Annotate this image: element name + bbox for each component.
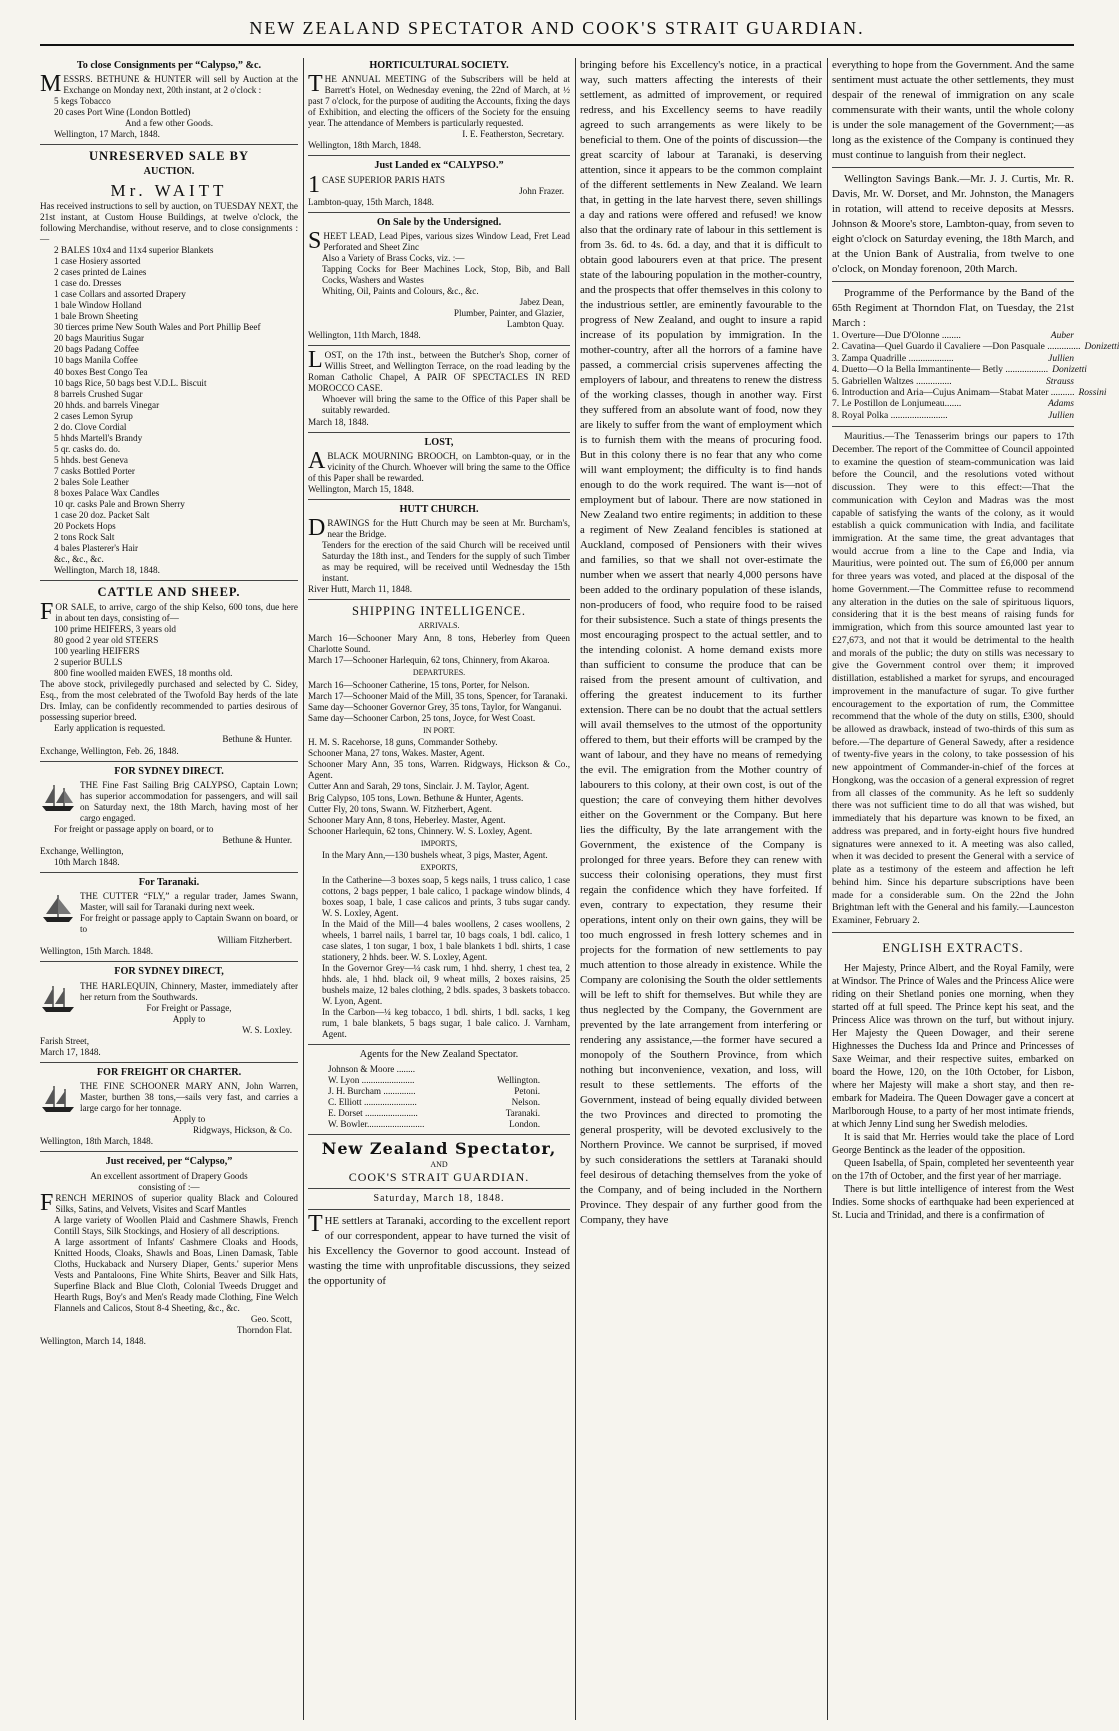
list-item: Cutter Ann and Sarah, 29 tons, Sinclair. J. M. Taylor, Agent.: [308, 781, 530, 792]
programme-piece: 4. Duetto—O la Bella Immantinente— Betly ..................: [832, 365, 1049, 376]
agent-row: [308, 1097, 570, 1108]
list-item: 2 cases printed de Laines: [54, 267, 147, 278]
ad-signature: W. S. Loxley.: [242, 1024, 292, 1035]
list-item: In the Governor Grey—¼ cask rum, 1 hhd. sherry, 1 chest tea, 2 hhds. ale, 1 hhd. black oil, 9 wheat mills, 2 boxes raisins, 25 bushels maize, 12 bales clothing, 2 bdls. spades, 3 baskets tobacco. W. Lyon, Agent.: [322, 963, 570, 1007]
list-item: 800 fine woolled maiden EWES, 18 months old.: [54, 668, 233, 679]
ad-date: Wellington, 11th March, 1848.: [308, 330, 421, 341]
exports-list: [308, 875, 570, 1040]
ad-heading: UNRESERVED SALE BY: [89, 149, 249, 164]
shipping-intelligence: [308, 604, 570, 1045]
ad-date: Wellington, 18th March, 1848.: [308, 140, 422, 151]
ad-heading: For Taranaki.: [138, 877, 200, 889]
ad-body: THE HARLEQUIN, Chinnery, Master, immediately after her return from the Southwards.: [80, 980, 298, 1002]
ad-signature: Plumber, Painter, and Glazier,: [453, 308, 564, 319]
ad-heading: LOST,: [424, 436, 454, 448]
programme-composer: Strauss: [1046, 376, 1074, 387]
list-item: 10 bags Rice, 50 bags best V.D.L. Biscuit: [54, 377, 207, 388]
ad-sydney-harlequin: [40, 966, 298, 1062]
column-1: [40, 58, 298, 1722]
ad-note: Early application is requested.: [54, 723, 166, 734]
programme-composer: Adams: [1048, 399, 1074, 410]
ad-item: 5 kegs Tobacco: [54, 96, 111, 107]
ad-lost-spectacles: [308, 347, 570, 432]
english-extract: Queen Isabella, of Spain, completed her seventeenth year on the 17th of October, and the first year of her marriage.: [832, 1157, 1074, 1182]
ad-signature: Thorndon Flat.: [236, 1325, 292, 1335]
english-extract: It is said that Mr. Herries would take the place of Lord George Bentinck as the leader of the opposition.: [832, 1131, 1074, 1156]
agent-place: London.: [509, 1118, 540, 1129]
section-heading: SHIPPING INTELLIGENCE.: [351, 604, 527, 619]
list-item: Schooner Mary Ann, 8 tons, Heberley. Master, Agent.: [308, 814, 506, 825]
section-heading: ENGLISH EXTRACTS.: [882, 940, 1024, 955]
subsection-heading: ARRIVALS.: [418, 621, 460, 631]
list-item: 5 hhds Martell's Brandy: [54, 432, 143, 443]
ad-date: Exchange, Wellington, Feb. 26, 1848.: [40, 745, 179, 756]
ad-item: 20 cases Port Wine (London Bottled): [54, 107, 191, 118]
agent-place: Nelson.: [511, 1096, 540, 1107]
auctioneer-name: Mr. WAITT: [110, 180, 228, 200]
agent-place: Petoni.: [514, 1085, 540, 1096]
agents-list: [308, 1049, 570, 1134]
ad-body: Whiting, Oil, Paints and Colours, &c., &c.: [322, 286, 479, 297]
ad-heading: To close Consignments per “Calypso,” &c.: [76, 60, 262, 71]
programme-piece: 3. Zampa Quadrille ...................: [832, 353, 954, 364]
list-item: Brig Calypso, 105 tons, Lown. Bethune & Hunter, Agents.: [308, 792, 524, 803]
ad-signature: Ridgways, Hickson, & Co.: [192, 1125, 292, 1136]
editorial-text: bringing before his Excellency's notice, in a practical way, such matters affecting the interests of their settlement, as admitted of improvement, or required redress, and his Excellency seems to have readily agreed to such arrangements as were likely to be beneficial to them. One of the points of discussion—the great scarcity of labour at Taranaki, is deserving attention, since it appears to be the common complaint of the different settlements in New Zealand. We learn that, in getting in the late harvest there, seven shillings a day and rations were offered and refused! we know also that the ordinary rate of labour in this settlement is from 3s. 6d. to 4s. 6d. a day, and that it is difficult to obtain good labourers even at that price. The present state of the labouring population in the mother-country, and the prospects that offer themselves in this colony to the industrious settler, are eminently favourable to the progress of New Zealand, and ought to insure a rapid increase of its population by immigration. In the mother-country, after all the horrors of a famine have passed, a commercial crisis supervenes affecting the employers of labour, and threatens to renew the distress of the working classes, though in another way. First they suffered from an absolute want of food, now they are likely to suffer from the want of employment which is to furnish them with the means of procuring food. But in this colony there is no fear that any who come will want employment; the difficulty is to find hands enough to do the work required. The want is—not of employment but of labour. There are now stationed in New Zealand two entire regiments; in addition to these a regiment of New Zealand fencibles is stationed at Auckland, composed of Pensioners with their wives and families, so that we shall not over-estimate the number when we assert that nearly 4,000 persons have been added to the ordinary population of these islands, non-producers of food, who require food to be raised for their subsistence. Such a state of things presents the most encouraging prospect to the actual settler, and to the intending colonist. A home demand exists more than sufficient to consume the produce that can be raised from the present amount of cultivation, and offering the greatest inducement to its further extension. There can be no doubt that the actual settlers will avail themselves to the utmost of the opportunity offered to them, but their efforts will be cramped by the want of labour, and they have no means of remedying the evil. The emigration from the Mother country of labourers to this colony, at their own cost, is out of the question; the care of conveying them hither devolves either on the Government or the Company. But here lies the difficulty, By the late arrangement with the Government, the existence of the Company is prolonged for three years. Before they can renew with success their colonising operations, they must first regain the confidence which they have forfeited. If even, contrary to expectation, they resume their operations, intent only on their own gains, they will be too much engrossed in fresh lottery schemes and in projects for the formation of new settlements to pay much attention to those already in existence. While the Company are colonising the South the older settlements will be left to shift for themselves. But while they are thus neglected by the Company, the Government are prevented by the late arrangement from interfering or rendering any assistance,—the former have secured a monopoly of the Southern Province, from which nothing but inconvenience, vexation, and loss, will result to these settlements. The efforts of the Government, instead of being equally divided between the two Provinces and directed to promoting the general prosperity, will be devoted exclusively to the Northern Province. We cannot be surprised, if moved by such considerations the settlers at Taranaki should feel desirous of detaching themselves from the yoke of the Company, and of being included in the Northern Province. They despair of any further good from the Company, they have: [580, 59, 822, 1226]
programme-item: [832, 331, 1074, 342]
departures-list: [308, 680, 570, 724]
programme-composer: Jullien: [1048, 410, 1074, 421]
subsection-heading: EXPORTS,: [420, 863, 458, 873]
ad-body: The above stock, privilegedly purchased and selected by C. Sidey, Esq., from the most celebrated of the Twofold Bay herds of the late Drs. Imlay, can be confidently recommended to parties desirous of possessing superior breed.: [40, 679, 298, 723]
ad-date: March 17, 1848.: [40, 1046, 101, 1057]
list-item: Wellington, March 18, 1848.: [54, 565, 160, 576]
agent-row: [308, 1086, 570, 1097]
list-item: 2 BALES 10x4 and 11x4 superior Blankets: [54, 245, 214, 256]
programme-piece: 5. Gabriellen Waltzes ...............: [832, 376, 952, 387]
list-item: March 16—Schooner Mary Ann, 8 tons, Heberley from Queen Charlotte Sound.: [308, 632, 570, 654]
agent-name: Johnson & Moore ........: [328, 1063, 416, 1074]
programme-item: [832, 399, 1074, 410]
subsection-heading: IN PORT.: [423, 725, 455, 735]
list-item: 1 bale Window Holland: [54, 300, 142, 311]
programme-intro: Programme of the Performance by the Band of the 65th Regiment at Thorndon Flat, on Tuesday, the 21st March :: [832, 287, 1074, 329]
ad-horticultural: [308, 60, 570, 156]
ad-heading: HUTT CHURCH.: [399, 503, 479, 515]
ad-taranaki-fly: [40, 877, 298, 962]
ad-sydney-calypso: [40, 766, 298, 873]
ad-heading: FOR FREIGHT OR CHARTER.: [96, 1066, 242, 1078]
ad-heading: CATTLE AND SHEEP.: [97, 585, 241, 600]
arrivals-list: [308, 633, 570, 666]
divider: [308, 1188, 570, 1189]
ad-body: ABLACK MOURNING BROOCH, on Lambton-quay, or in the vicinity of the Church. Whoever will bring the same to the Office of this Paper shall be rewarded.: [308, 447, 570, 483]
ad-signature: Geo. Scott,: [250, 1313, 292, 1324]
list-item: In the Catherine—3 boxes soap, 5 kegs nails, 1 truss calico, 1 case cottons, 2 bags pepper, 1 bale calico, 1 package window blinds, 4 boxes soap, 1 bale, 1 case calicos and prints, 3 tubs sugar candy. W. S. Loxley, Agent.: [322, 874, 570, 918]
agent-place: Taranaki.: [505, 1107, 540, 1118]
ad-signature: Bethune & Hunter.: [222, 834, 292, 845]
paper-title: New Zealand Spectator,: [321, 1138, 557, 1158]
programme-piece: 6. Introduction and Aria—Cujus Animam—Stabat Mater ..........: [832, 387, 1075, 398]
programme-composer: Donizetti: [1084, 342, 1119, 353]
ad-item: And a few other Goods.: [124, 118, 214, 129]
editorial-text: THE settlers at Taranaki, according to the excellent report of our correspondent, appear to have turned the visit of his Excellency the Governor to good account. Instead of wasting the time with unprofitable discussions, they seized the opportunity of: [308, 1210, 570, 1287]
programme-item: [832, 354, 1074, 365]
programme-piece: 7. Le Postillon de Lonjumeau.......: [832, 399, 962, 410]
list-item: 2 tons Rock Salt: [54, 531, 115, 542]
list-item: 20 bags Mauritius Sugar: [54, 333, 145, 344]
ad-date: Lambton-quay, 15th March, 1848.: [308, 196, 434, 207]
agent-row: [308, 1064, 570, 1075]
programme-composer: Jullien: [1048, 353, 1074, 364]
ad-calypso-consignments: [40, 60, 298, 145]
divider: [832, 932, 1074, 933]
agent-row: [308, 1108, 570, 1119]
column-2: [308, 58, 570, 1722]
subsection-heading: IMPORTS,: [420, 838, 458, 848]
masthead-rule: [40, 44, 1074, 46]
ad-paris-hats: [308, 160, 570, 212]
ad-body: MESSRS. BETHUNE & HUNTER will sell by Auction at the Exchange on Monday next, 20th instant, at 2 o'clock :: [40, 71, 298, 98]
agent-name: E. Dorset .......................: [328, 1107, 418, 1118]
imports-entry: In the Mary Ann,—130 bushels wheat, 3 pigs, Master, Agent.: [322, 850, 548, 861]
programme-item: [832, 342, 1119, 353]
ad-date: Wellington, March 14, 1848.: [40, 1336, 146, 1347]
programme-composer: Donizetti: [1052, 365, 1087, 376]
list-item: 2 superior BULLS: [54, 657, 123, 668]
ad-heading: Just received, per “Calypso,”: [105, 1156, 233, 1168]
list-item: 20 hhds. and barrels Vinegar: [54, 399, 160, 410]
list-item: 10 bags Manila Coffee: [54, 355, 138, 366]
ad-signature: John Frazer.: [519, 185, 564, 196]
agent-place: Wellington.: [497, 1074, 540, 1085]
divider: [308, 1209, 570, 1210]
ad-body: A large variety of Woollen Plaid and Cashmere Shawls, French Contill Stays, Silk Stockings, and Hosiery of all descriptions.: [54, 1214, 298, 1236]
agent-name: W. Lyon .......................: [328, 1074, 415, 1085]
ad-heading: HORTICULTURAL SOCIETY.: [369, 60, 509, 71]
ad-body: FRENCH MERINOS of superior quality Black and Coloured Silks, Satins, and Velvets, Visites and Scarf Mantles: [40, 1189, 298, 1216]
ad-signature: Lambton Quay.: [506, 319, 564, 330]
list-item: 1 case Hosiery assorted: [54, 256, 141, 267]
ad-body: 1CASE SUPERIOR PARIS HATS: [308, 171, 445, 198]
savings-bank-notice: Wellington Savings Bank.—Mr. J. J. Curtis, Mr. R. Davis, Mr. W. Dorset, and Mr. Johnston, the Managers in rotation, will attend to receive deposits at Messrs. Johnson & Moore's store, Lambton-quay, from seven to eight o'clock on Saturday evening, the 18th March, and at the Union Bank of Australia, from twelve to one o'clock, on Monday forenoon, 20th March.: [832, 173, 1074, 275]
ad-body: For freight or passage apply on board, or to: [54, 823, 214, 834]
list-item: Same day—Schooner Carbon, 25 tons, Joyce, for West Coast.: [308, 712, 536, 723]
ad-body: Whoever will bring the same to the Office of this Paper shall be suitably rewarded.: [322, 394, 570, 416]
ship-icon: [40, 782, 76, 814]
list-item: 100 yearling HEIFERS: [54, 646, 140, 657]
list-item: 80 good 2 year old STEERS: [54, 635, 159, 646]
list-item: March 16—Schooner Catherine, 15 tons, Porter, for Nelson.: [308, 679, 530, 690]
ad-subheading: consisting of :—: [138, 1181, 200, 1192]
in-port-list: [308, 737, 570, 836]
list-item: March 17—Schooner Harlequin, 62 tons, Chinnery, from Akaroa.: [308, 655, 550, 666]
list-item: 4 bales Plasterer's Hair: [54, 543, 139, 554]
ad-body: Also a Variety of Brass Cocks, viz. :—: [322, 253, 465, 264]
divider: [832, 426, 1074, 427]
section-heading: Agents for the New Zealand Spectator.: [359, 1049, 519, 1061]
list-item: 2 cases Lemon Syrup: [54, 410, 133, 421]
ad-subheading: AUCTION.: [143, 166, 195, 178]
list-item: 5 qr. casks do. do.: [54, 443, 121, 454]
ad-body: A large assortment of Infants' Cashmere Cloaks and Hoods, Knitted Hoods, Cloaks, Shawls and Boas, Linen Damask, Table Cloths, Huckaback and Nursery Diaper, Gents.' superior Mens Vests and Pantaloons, Fine White Shirts, Beaver and Silk Hats, Superfine Black and Blue Cloth, Colonial Tweeds Drugget and Hearth Rugs, Boy's and Men's Ready made Clothing, Fine Welch Flannels and Calicos, Stout 8-4 Sheeting, &c., &c.: [54, 1236, 298, 1313]
column-3: [580, 58, 822, 1722]
paper-title-and: AND: [430, 1159, 448, 1169]
list-item: Same day—Schooner Governor Grey, 35 tons, Taylor, for Wanganui.: [308, 701, 562, 712]
ad-date: Wellington, 17 March, 1848.: [54, 129, 160, 140]
ad-lost-brooch: [308, 437, 570, 500]
programme-item: [832, 377, 1074, 388]
ad-freight-charter: [40, 1067, 298, 1152]
agents-table: [308, 1064, 570, 1130]
list-item: 20 Pockets Hops: [54, 520, 116, 531]
ad-body: FOR SALE, to arrive, cargo of the ship Kelso, 600 tons, due here in about ten days, consisting of—: [40, 599, 298, 626]
list-item: 2 do. Clove Cordial: [54, 421, 127, 432]
list-item: &c., &c., &c.: [54, 554, 104, 565]
ad-date: Wellington, 15th March. 1848.: [40, 946, 154, 957]
english-extract: There is but little intelligence of interest from the West Indies. Some shocks of earthquake had been experienced at St. Lucia and Trinidad, and there is a confirmation of: [832, 1183, 1074, 1221]
agent-row: [308, 1119, 570, 1130]
list-item: 1 case 20 doz. Packet Salt: [54, 509, 150, 520]
column-4: [832, 58, 1119, 1722]
ad-date: Farish Street,: [40, 1035, 89, 1046]
list-item: 8 barrels Crushed Sugar: [54, 388, 143, 399]
agent-name: C. Elliott .......................: [328, 1096, 417, 1107]
list-item: 1 case do. Dresses: [54, 278, 122, 289]
ad-body: For freight or passage apply to Captain Swann on board, or to: [80, 913, 298, 935]
masthead: NEW ZEALAND SPECTATOR AND COOK'S STRAIT GUARDIAN.: [249, 18, 865, 38]
list-item: 8 boxes Palace Wax Candles: [54, 487, 160, 498]
list-item: 20 bags Padang Coffee: [54, 344, 139, 355]
programme-item: [832, 387, 1107, 399]
ad-body: Tapping Cocks for Beer Machines Lock, Stop, Bib, and Ball Cocks, Washers and Wastes: [322, 264, 570, 286]
programme-piece: 8. Royal Polka ........................: [832, 410, 948, 421]
ad-cattle-sheep: [40, 585, 298, 761]
list-item: Schooner Harlequin, 62 tons, Chinnery. W. S. Loxley, Agent.: [308, 825, 533, 836]
ad-body: DRAWINGS for the Hutt Church may be seen at Mr. Burcham's, near the Bridge.: [308, 515, 570, 542]
list-item: 30 tierces prime New South Wales and Port Phillip Beef: [54, 322, 261, 333]
ad-signature: Jabez Dean,: [519, 297, 564, 308]
band-programme: [832, 331, 1119, 422]
english-extract: Her Majesty, Prince Albert, and the Royal Family, were at Windsor. The Prince of Wales and the Princess Alice were riding on their Shetland ponies one morning, when they started off at full speed. The Prince kept his seat, and the Princess Alice was thrown on the turf, but without injury. Her Majesty the Queen Dowager, and their serene Highnesses the Duchess Ida and Prince and Princesses of Saxe Weimar, and their respective suites, embarked on board the Howe, 120, on the 10th October, for Lisbon, where her Majesty will make a short stay, and then re-embark for Madeira. The Queen Dowager gave a concert at Marlborough House, to a party of her most intimate friends, at which Jenny Lind sung her Swedish melodies.: [832, 962, 1074, 1130]
column-rule: [827, 58, 828, 1720]
ad-body: THE CUTTER “FLY,” a regular trader, James Swann, Master, will sail for Taranaki during next week.: [80, 891, 298, 913]
ad-body: Apply to: [172, 1013, 206, 1024]
ad-signature: William Fitzherbert.: [217, 935, 292, 946]
divider: [832, 167, 1074, 168]
ad-heading: On Sale by the Undersigned.: [376, 216, 502, 228]
ad-body: THE FINE SCHOONER MARY ANN, John Warren, Master, burthen 38 tons,—sails very fast, and carries a large cargo for her tonnage.: [80, 1081, 298, 1114]
mauritius-notice: Mauritius.—The Tenasserim brings our papers to 17th December. The report of the Committee of Council appointed to examine the question of steam-communication was laid before the Council, and the resolutions voted without discussion. They were to this effect:—That the communication with Ceylon and Madras was the most capable of satisfying the wants of the colony, as it would establish a quick communication with India, and facilitate immigration. At the same time, the great advantages that would accrue from a line to the Cape and India, via Mauritius, were pointed out. The sum of £6,000 per annum for three years was voted, and placed at the disposal of the home Government.—The Committee refuse to recommend any alteration in the duties on the sale of spirituous liquors, considering that it is the best means of raising funds for immigration, which from this source amounted last year to £27,673, and not that it would be detrimental to the health and morals of the public; the duty on stills was necessary to give the Government control over them; it improved distillation, established a market for syrups, and encouraged improvement in the manufacture of sugar. To give further encouragement to the exportation of rum, the Committee recommend that the whole of the duty on stills, £300, should be allowed as drawback, instead of two-thirds of this sum as before.—The departure of General Sawedy, after a residence of twenty-five years in the colony, to take possession of his new appointment of Commander-in-chief of the forces at Hongkong, was the occasion of a general expression of regret from all classes of the community. As he left so suddenly there was not sufficient time to do all that was wished, but immediately that his departure was known to be fixed, an address was prepared, and in forty-eight hours five hundred signatures were annexed to it. A meeting was also called, when it was decided to present the General with a service of plate as a testimony of the esteem and affection he left behind him. Since his departure subscriptions have been made for a considerable sum. On the 22nd the John Brightman left with the General and his family.—Launceston Examiner, February 2.: [832, 431, 1074, 927]
programme-piece: 2. Cavatina—Quel Guardo il Cavaliere —Don Pasquale ..............: [832, 342, 1081, 353]
issue-date: Saturday, March 18, 1848.: [373, 1192, 505, 1204]
list-item: H. M. S. Racehorse, 18 guns, Commander Sotheby.: [308, 737, 498, 748]
list-item: In the Carbon—¼ keg tobacco, 1 bdl. shirts, 1 bdl. sacks, 1 keg rum, 1 bale blankets, 5 bags sugar, 1 bale calico. J. Varnham, Agent.: [322, 1007, 570, 1040]
newspaper-title-block: [308, 1139, 570, 1289]
divider: [832, 281, 1074, 282]
ad-date: River Hutt, March 11, 1848.: [308, 584, 413, 595]
list-item: 2 bales Sole Leather: [54, 476, 129, 487]
programme-piece: 1. Overture—Due D'Olonne ........: [832, 331, 961, 341]
ad-drapery: [40, 1156, 298, 1351]
agent-row: [308, 1075, 570, 1086]
ad-unreserved-sale: [40, 149, 298, 581]
ad-heading: FOR SYDNEY DIRECT.: [114, 765, 224, 777]
programme-item: [832, 411, 1074, 422]
ad-signature: Bethune & Hunter.: [222, 734, 292, 745]
stock-list: [40, 624, 298, 679]
programme-composer: Auber: [1050, 331, 1074, 341]
ad-date: March 18, 1848.: [308, 416, 369, 427]
list-item: 40 boxes Best Congo Tea: [54, 366, 148, 377]
ad-body: SHEET LEAD, Lead Pipes, various sizes Window Lead, Fret Lead Perforated and Sheet Zinc: [308, 228, 570, 255]
programme-composer: Rossini: [1078, 387, 1107, 398]
list-item: Schooner Mana, 27 tons, Wakes. Master, Agent.: [308, 748, 485, 759]
list-item: 10 qr. casks Pale and Brown Sherry: [54, 498, 185, 509]
list-item: 7 casks Bottled Porter: [54, 465, 135, 476]
ship-icon: [40, 893, 76, 925]
paper-subtitle: COOK'S STRAIT GUARDIAN.: [348, 1169, 530, 1184]
ad-body: THE Fine Fast Sailing Brig CALYPSO, Captain Lown; has superior accommodation for passengers, and will sail on Saturday next, the 18th March, having most of her cargo engaged.: [80, 779, 298, 823]
ad-hutt-church: [308, 504, 570, 600]
ad-date: 10th March 1848.: [54, 857, 120, 867]
ad-subheading: An excellent assortment of Drapery Goods: [90, 1170, 248, 1181]
list-item: 1 case Collars and assorted Drapery: [54, 289, 186, 300]
ad-date: Wellington, March 15, 1848.: [308, 483, 414, 494]
ad-body: LOST, on the 17th inst., between the Butcher's Shop, corner of Willis Street, and Wellington Terrace, on the road leading by the Roman Catholic Chapel, A PAIR OF SPECTACLES IN RED MOROCCO CASE.: [308, 347, 570, 394]
ad-body: THE ANNUAL MEETING of the Subscribers will be held at Barrett's Hotel, on Wednesday evening, the 22nd of March, at ½ past 7 o'clock, for the purpose of auditing the Accounts, fixing the days of Exhibition, and electing the officers of the Society for the ensuing year. The attendance of Members is particularly requested.: [308, 71, 570, 129]
ship-icon: [40, 1083, 76, 1115]
agent-name: J. H. Burcham ..............: [328, 1085, 416, 1096]
programme-item: [832, 365, 1087, 376]
ad-heading: FOR SYDNEY DIRECT,: [114, 966, 224, 978]
ad-body: Has received instructions to sell by auction, on TUESDAY NEXT, the 21st instant, at Custom House Buildings, at twelve o'clock, the following Merchandise, without reserve, and to close consignments :—: [40, 201, 298, 245]
ship-icon: [40, 983, 76, 1015]
list-item: 1 bale Brown Sheeting: [54, 311, 138, 322]
ad-date: Wellington, 18th March, 1848.: [40, 1136, 154, 1147]
ad-sheet-lead: [308, 217, 570, 347]
list-item: Cutter Fly, 20 tons, Swann. W. Fitzherbert, Agent.: [308, 803, 492, 814]
ad-body: For Freight or Passage,: [146, 1002, 232, 1013]
ad-heading: Just Landed ex “CALYPSO.”: [374, 160, 504, 172]
merchandise-list: [40, 245, 298, 576]
ad-signature: I. E. Featherston, Secretary.: [462, 129, 564, 140]
column-rule: [303, 58, 304, 1720]
editorial-text: everything to hope from the Government. And the same sentiment must actuate the other settlements, they must despair of the renewal of immigration on any scale commensurate with their wants, until the whole colony is under the sole management of the Government;—as long as the existence of the Company is continued they must continue to languish from their neglect.: [832, 59, 1074, 161]
list-item: 100 prime HEIFERS, 3 years old: [54, 624, 176, 635]
ad-body: Tenders for the erection of the said Church will be received until Saturday the 18th inst., and Tenders for the supply of such Timber as may be required, will be received until Wednesday the 15th instant.: [322, 540, 570, 584]
list-item: 5 hhds. best Geneva: [54, 454, 128, 465]
agent-name: W. Bowler.........................: [328, 1118, 425, 1129]
list-item: Schooner Mary Ann, 35 tons, Warren. Ridgways, Hickson & Co., Agent.: [308, 759, 570, 781]
list-item: March 17—Schooner Maid of the Mill, 35 tons, Spencer, for Taranaki.: [308, 690, 568, 701]
ad-body: Apply to: [172, 1114, 206, 1125]
column-rule: [575, 58, 576, 1720]
ad-date: Exchange, Wellington,: [40, 845, 124, 856]
subsection-heading: DEPARTURES.: [412, 668, 466, 678]
list-item: In the Maid of the Mill—4 bales woollens, 2 cases woollens, 2 wheels, 1 barrel nails, 1 barrel tar, 10 bags coals, 1 bdl. calico, 1 case slates, 1 ton sugar, 1 box, 1 bale blankets 1 bdl. shirts, 1 case stationery, 2 hhds. beer. W. S. Loxley, Agent.: [322, 918, 570, 963]
